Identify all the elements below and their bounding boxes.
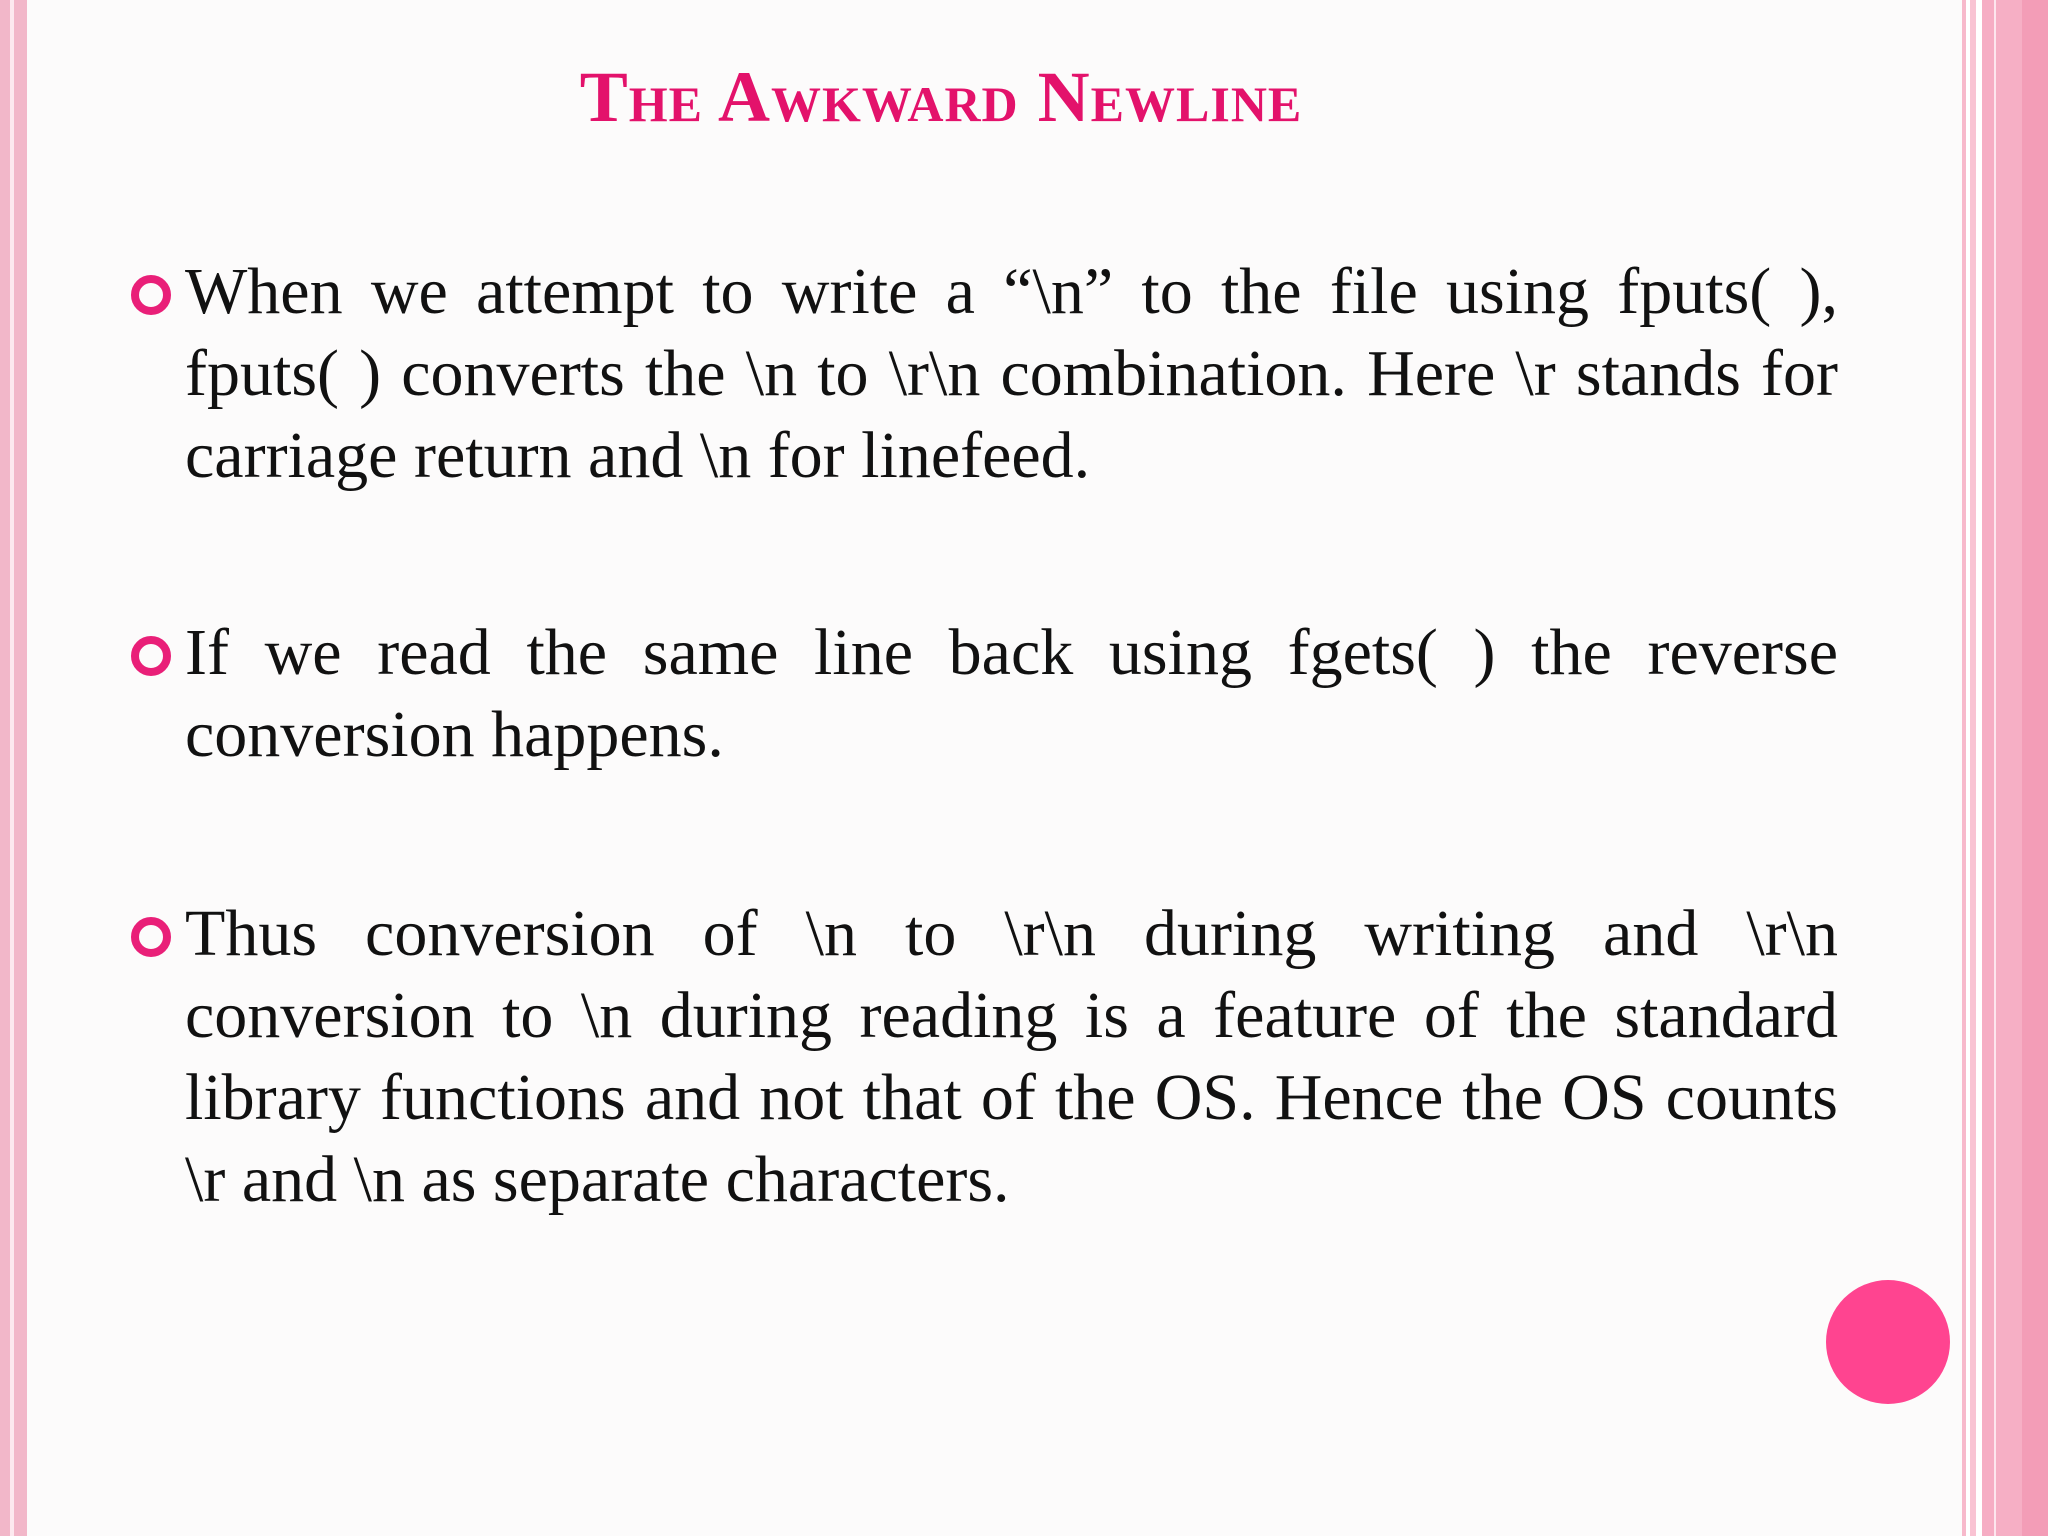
bullet-item	[185, 893, 1838, 1221]
bullet-circle-icon	[131, 636, 171, 676]
bullet-circle-icon	[131, 275, 171, 315]
bullet-text: When we attempt to write a “\n” to the file using fputs( ), fputs( ) converts the \n to \r\n combination. Here \r stands for carriage return and \n for linefeed.	[185, 255, 1838, 492]
bullet-item	[185, 251, 1838, 497]
bullet-text: If we read the same line back using fgets( ) the reverse conversion happens.	[185, 616, 1838, 771]
slide-title: The Awkward Newline	[579, 57, 1303, 137]
bullet-item	[185, 612, 1838, 776]
bullet-circle-icon	[131, 917, 171, 957]
bullet-text: Thus conversion of \n to \r\n during writing and \r\n conversion to \n during reading is a feature of the standard library functions and not that of the OS. Hence the OS counts \r and \n as separate characters.	[185, 897, 1838, 1216]
decorative-pink-circle	[1826, 1280, 1950, 1404]
left-decorative-border	[0, 0, 27, 1536]
right-decorative-border	[1962, 0, 2048, 1536]
